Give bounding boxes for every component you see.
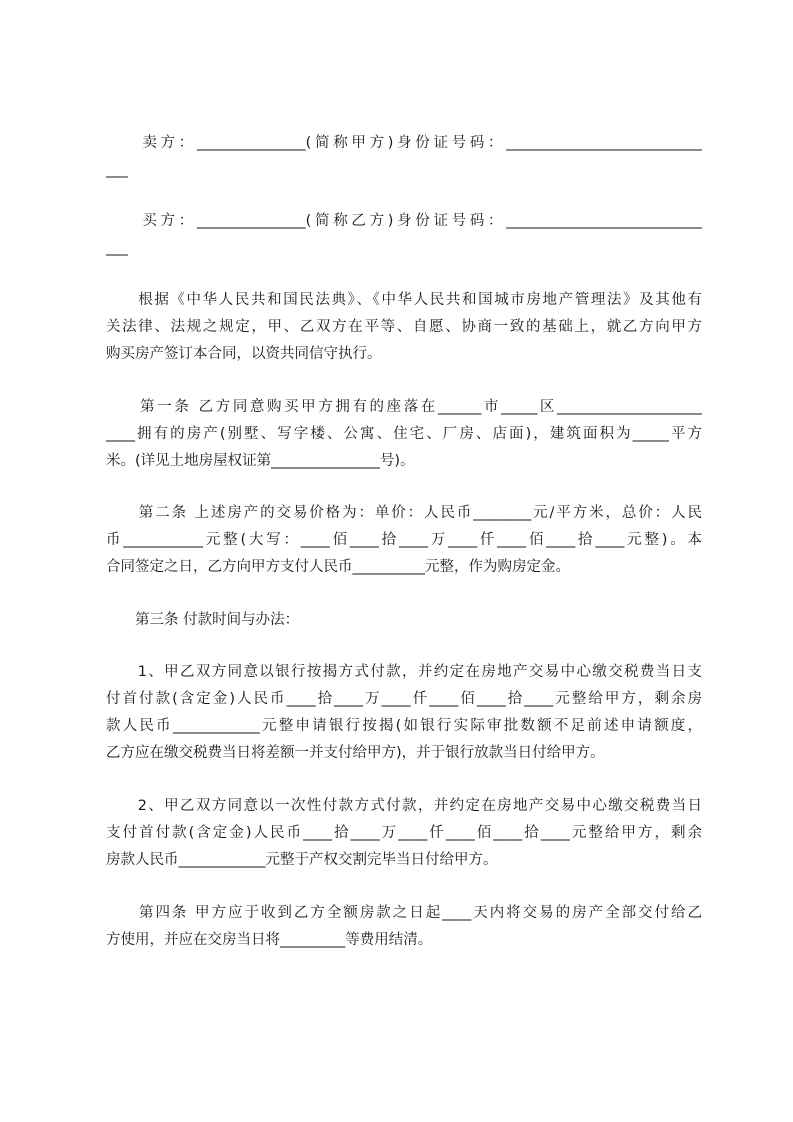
preamble-line-3: 购买房产签订本合同，以资共同信守执行。 [106, 346, 382, 362]
article-1-line-1: 第一条 乙方同意购买甲方拥有的座落在______市_____区____________________ [106, 399, 702, 415]
article-2-line-1: 第二条 上述房产的交易价格为：单价：人民币________元/平方米，总价：人民 [106, 505, 702, 521]
article-3-heading: 第三条 付款时间与办法： [106, 612, 300, 628]
article-4-line-1: 第四条 甲方应于收到乙方全额房款之日起____天内将交易的房产全部交付给乙 [106, 905, 702, 921]
payment-2-line-3: 房款人民币____________元整于产权交割完毕当日付给甲方。 [106, 852, 498, 868]
article-2-line-2: 币___________元整(大写：____佰____拾____万____仟____佰____拾____元整)。本 [106, 532, 702, 548]
article-2-line-3: 合同签定之日，乙方向甲方支付人民币__________元整，作为购房定金。 [106, 559, 570, 575]
payment-1-line-3: 款人民币____________元整申请银行按揭(如银行实际审批数额不足前述申请额度， [106, 718, 702, 734]
article-1-line-3: 米。(详见土地房屋权证第_______________号)。 [106, 453, 415, 469]
payment-2-line-1: 2、甲乙双方同意以一次性付款方式付款，并约定在房地产交易中心缴交税费当日 [106, 798, 702, 814]
preamble-line-2: 关法律、法规之规定，甲、乙双方在平等、自愿、协商一致的基础上，就乙方向甲方 [106, 319, 702, 335]
article-1-line-2: ____拥有的房产(别墅、写字楼、公寓、住宅、厂房、店面)，建筑面积为_____平方 [106, 426, 702, 442]
article-4-line-2: 方使用，并应在交房当日将_________等费用结清。 [106, 932, 433, 948]
buyer-line-2: ___ [106, 240, 128, 256]
payment-2-line-2: 支付首付款(含定金)人民币____拾____万____仟____佰____拾____元整给甲方，剩余 [106, 825, 702, 841]
payment-1-line-4: 乙方应在缴交税费当日将差额一并支付给甲方)，并于银行放款当日付给甲方。 [106, 745, 605, 761]
seller-line-1: 卖方：_______________(简称甲方)身份证号码：___________________________ [106, 135, 702, 151]
preamble-line-1: 根据《中华人民共和国民法典》、《中华人民共和国城市房地产管理法》及其他有 [106, 292, 702, 308]
payment-1-line-2: 付首付款(含定金)人民币____拾____万____仟____佰____拾____元整给甲方，剩余房 [106, 691, 702, 707]
buyer-line-1: 买方：_______________(简称乙方)身份证号码：___________________________ [106, 213, 702, 229]
seller-line-2: ___ [106, 162, 128, 178]
payment-1-line-1: 1、甲乙双方同意以银行按揭方式付款，并约定在房地产交易中心缴交税费当日支 [106, 664, 702, 680]
